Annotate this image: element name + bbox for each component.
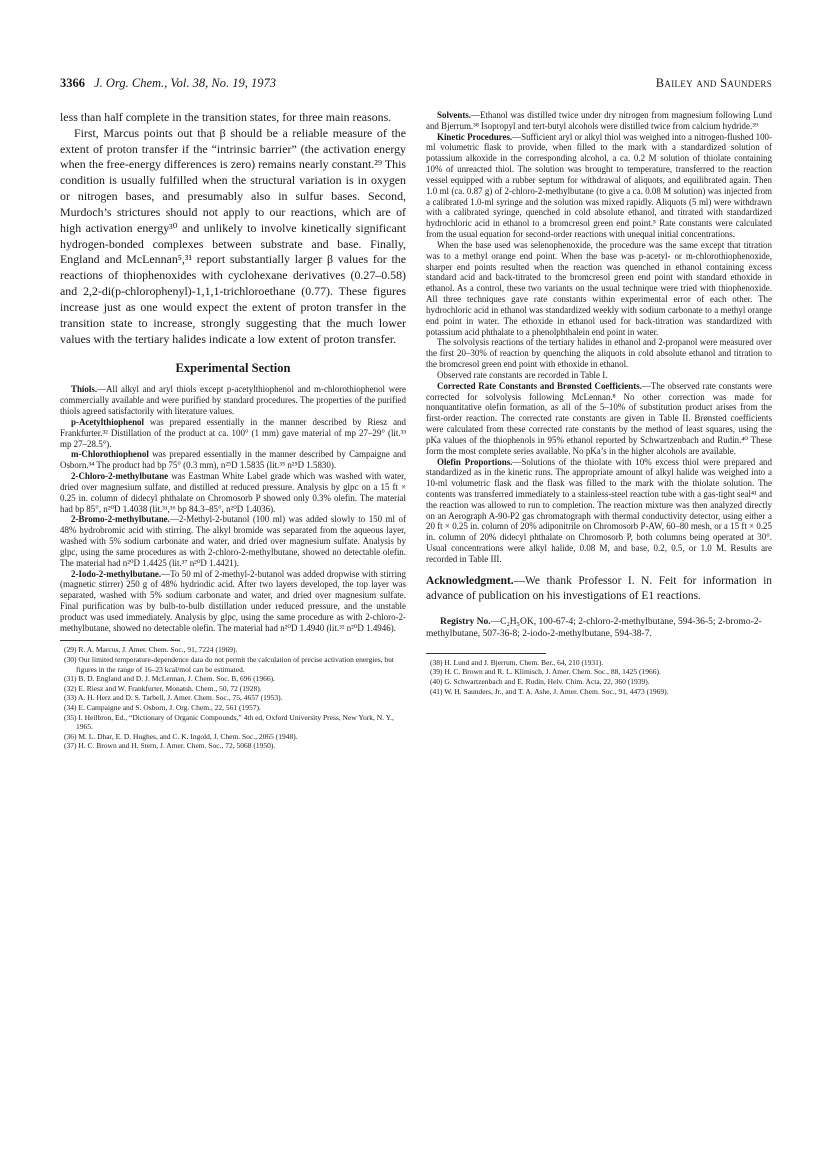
footnotes-right (426, 658, 772, 696)
paragraph-chloro-methylbutane: 2-Chloro-2-methylbutane was Eastman White Label grade which was washed with water, dried over magnesium sulfate, and distilled at reduced pressure. Analysis by glpc on a 15 ft × 0.25 in. column of didecyl phthalate on Chromosorb P showed only 0.3% olefin. The material had bp 85°, n²⁰D 1.4038 (lit.³¹,³⁶ bp 84.3–85°, n²⁰D 1.4036). (60, 471, 406, 514)
footnote: (38) H. Lund and J. Bjerrum, Chem. Ber., 64, 210 (1931). (430, 657, 604, 667)
running-header (60, 76, 772, 94)
footnote: (29) R. A. Marcus, J. Amer. Chem. Soc., 91, 7224 (1969). (64, 645, 238, 655)
section-title: Experimental Section (175, 361, 291, 376)
footnote: (41) W. H. Saunders, Jr., and T. A. Ashe, J. Amer. Chem. Soc., 91, 4473 (1969). (430, 686, 669, 696)
footnote-divider (60, 640, 180, 641)
footnote: (37) H. C. Brown and H. Stern, J. Amer. Chem. Soc., 72, 5068 (1950). (64, 741, 276, 751)
footnote: (35) I. Heilbron, Ed., “Dictionary of Organic Compounds,” 4th ed, Oxford University Press, New York, N. Y., 1965. (64, 712, 394, 732)
subhead-m-chlorothiophenol: m-Chlorothiophenol (71, 449, 149, 460)
paragraph-kinetic-procedures: Kinetic Procedures.—Sufficient aryl or alkyl thiol was weighed into a nitrogen-flushed 100-ml volumetric flask to provide, when filled to the mark with a standardized solution of potassium alkoxide in the corresponding alcohol, a ca. 0.2 M solution of thiolate containing 10% of unreacted thiol. The solution was brought to temperature, transferred to the reaction vessel equipped with a rubber septum for withdrawal of aliquots, and equilibrated again. Then 1.0 ml (ca. 0.87 g) of 2-chloro-2-methylbutane (to give a ca. 0.08 M solution) was injected from a calibrated 1.0-ml syringe and the solution was mixed rapidly. Aliquots (5 ml) were withdrawn with a calibrated syringe, quenched in cold absolute ethanol, and titrated with standardized hydrochloric acid in ethanol to a bromcresol green end point.⁵ Rate constants were calculated from the usual equation for second-order reactions with unequal initial concentrations. (426, 131, 772, 240)
footnote: (30) Our limited temperature-dependence data do not permit the calculation of precise activation energies, but figures in the range of 16–23 kcal/mol can be estimated. (64, 655, 394, 674)
footnote: (31) B. D. England and D. J. McLennan, J. Chem. Soc. B, 696 (1966). (64, 674, 276, 684)
footnote: (39) H. C. Brown and R. L. Klimisch, J. Amer. Chem. Soc., 88, 1425 (1966). (430, 667, 661, 677)
subhead-registry: Registry No. (440, 617, 491, 628)
paragraph-olefin-proportions: Olefin Proportions.—Solutions of the thiolate with 10% excess thiol were prepared and standardized as in the kinetic runs. The appropriate amount of alkyl halide was weighed into a 10-ml volumetric flask and the flask was filled to the mark with the thiolate solution. The contents was transferred immediately to a stainless-steel reaction tube with a gas-tight seal⁴¹ and the reaction was allowed to run to completion. The reaction mixture was then analyzed directly on an Aerograph A-90-P2 gas chromatograph with thermal conductivity detector, using either a 20 ft × 0.25 in. column of 20% adiponitrile on Chromosorb P-AW, 60–80 mesh, or a 15 ft × 0.25 in. column of 20% didecyl phthalate on Chromosorb P, both columns being operated at 30°. Usual concentrations were alkyl halide, 0.08 M, and base, 0.2, 0.5, or 1.0 M. Results are recorded in Table III. (426, 456, 772, 564)
paragraph-solvolysis: The solvolysis reactions of the tertiary halides in ethanol and 2-propanol were measured over the first 20–30% of reaction by quenching the aliquots in cold absolute ethanol and titration to the bromcresol green end point with ethoxide in ethanol. (426, 337, 772, 370)
subhead-iodo-methylbutane: 2-Iodo-2-methylbutane. (71, 568, 162, 579)
running-authors: Bailey and Saunders (655, 76, 772, 90)
subhead-kinetic-procedures: Kinetic Procedures. (437, 131, 513, 142)
paragraph-corrected-rates: Corrected Rate Constants and Brønsted Coefficients.—The observed rate constants were corrected for solvolysis following McLennan.⁸ No other correction was made for nonquantitative olefin formation, as all of the 5–10% of substitution product arises from the first-order reaction. The corrected rate constants are given in Table II. Brønsted coefficients were calculated from these corrected rate constants by the method of least squares, using the pKa values of the thiophenols in 95% ethanol reported by Schwartzenbach and Rudin.⁴⁰ These form the most complete series available. No pKa’s in the higher alcohols are available. (426, 380, 772, 456)
journal-citation: J. Org. Chem., Vol. 38, No. 19, 1973 (94, 76, 276, 90)
acknowledgment: Acknowledgment.—We thank Professor I. N. Feit for information in advance of publication on his investigations of E1 reactions. (426, 574, 772, 602)
subhead-solvents: Solvents. (437, 110, 472, 120)
right-column (426, 110, 772, 696)
subhead-thiols: Thiols. (71, 384, 98, 395)
footnote: (32) E. Riesz and W. Frankfurter, Monatsh. Chem., 50, 72 (1928). (64, 683, 262, 693)
registry-numbers: Registry No.—C₂H₅OK, 100-67-4; 2-chloro-2-methylbutane, 594-36-5; 2-bromo-2-methylbutane, 507-36-8; 2-iodo-2-methylbutane, 594-38-7. (426, 617, 762, 640)
footnote-divider (426, 653, 546, 654)
paragraph-solvents: Solvents.—Ethanol was distilled twice under dry nitrogen from magnesium following Lund and Bjerrum.³⁸ Isopropyl and tert-butyl alcohols were distilled twice from calcium hydride.³⁹ (426, 110, 772, 131)
paragraph-thiols: Thiols.—All alkyl and aryl thiols except p-acetylthiophenol and m-chlorothiophenol were commercially available and were purified by standard procedures. The properties of the purified thiols agreed satisfactorily with literature values. (60, 384, 406, 417)
subhead-corrected-rates: Corrected Rate Constants and Brønsted Coefficients. (437, 380, 642, 391)
left-column (60, 110, 406, 751)
paragraph-p-acetylthiophenol: p-Acetylthiophenol was prepared essentially in the manner described by Riesz and Frankfurter.³² Distillation of the product at ca. 100° (1 mm) gave material of mp 27–29° (lit.³³ mp 27–28.5°). (60, 416, 406, 449)
footnote: (36) M. L. Dhar, E. D. Hughes, and C. K. Ingold, J. Chem. Soc., 2065 (1948). (64, 731, 298, 741)
paragraph-iodo-methylbutane: 2-Iodo-2-methylbutane.—To 50 ml of 2-methyl-2-butanol was added dropwise with stirring (magnetic stirrer) 250 g of 48% hydriodic acid. After two layers developed, the top layer was separated, washed with 5% sodium carbonate and water, and dried over magnesium sulfate. Final purification was by bulb-to-bulb distillation under reduced pressure, and the unstable product was used immediately. Analysis by glpc, using the same procedure as with 2-chloro-2-methylbutane, showed no detectable olefin. The material had n²⁰D 1.4940 (lit.³² n²⁰D 1.4946). (60, 568, 406, 633)
footnote: (40) G. Schwartzenbach and E. Rudin, Helv. Chim. Acta, 22, 360 (1939). (430, 676, 650, 686)
subhead-acknowledgment: Acknowledgment. (426, 574, 514, 587)
paragraph-selenophenoxide: When the base used was selenophenoxide, the procedure was the same except that titration was to a methyl orange end point. When the base was p-acetyl- or m-chlorothiophenoxide, sharper end points resulted when the reaction was quenched in ethanol containing excess standard acid and back-titrated to the bromcresol green end point with standard ethoxide in ethanol. As a control, these two variants on the usual technique were tried with thiophenoxide. All three techniques gave rate constants within experimental error of each other. The hydrochloric acid in ethanol was standardized weekly with sodium carbonate to a methyl orange end point in water. The ethoxide in ethanol used for back-titration was standardized with potassium acid phthalate to a phenolphthalein end point in water. (426, 239, 772, 337)
page-number: 3366 (60, 76, 85, 90)
paragraph-intro: less than half complete in the transition states, for three main reasons. (60, 110, 392, 124)
footnote: (34) E. Campaigne and S. Osborn, J. Org. Chem., 22, 561 (1957). (64, 703, 261, 713)
footnotes-left (60, 645, 406, 751)
subhead-olefin-proportions: Olefin Proportions. (437, 456, 513, 467)
subhead-bromo-methylbutane: 2-Bromo-2-methylbutane. (71, 514, 170, 525)
subhead-p-acetylthiophenol: p-Acetylthiophenol (71, 416, 144, 427)
paragraph-bromo-methylbutane: 2-Bromo-2-methylbutane.—2-Methyl-2-butanol (100 ml) was added slowly to 150 ml of 48% hydrobromic acid with stirring. The alkyl bromide was separated from the aqueous layer, washed with 5% sodium carbonate and water, and dried over magnesium sulfate. Analysis by glpc, using the same procedures as with 2-chloro-2-methylbutane, showed no detectable olefin. The material had n²⁰D 1.4425 (lit.³⁷ n²⁰D 1.4421). (60, 514, 406, 568)
paragraph-m-chlorothiophenol: m-Chlorothiophenol was prepared essentially in the manner described by Campaigne and Osborn.³⁴ The product had bp 75° (0.3 mm), n²⁵D 1.5835 (lit.³⁵ n²⁵D 1.5830). (60, 449, 406, 471)
footnote: (33) A. H. Herz and D. S. Tarbell, J. Amer. Chem. Soc., 75, 4657 (1953). (64, 693, 283, 703)
subhead-chloro-methylbutane: 2-Chloro-2-methylbutane (71, 471, 169, 482)
paragraph-marcus: First, Marcus points out that β should be a reliable measure of the extent of proton transfer if the “intrinsic barrier” (the activation energy when the free-energy differences is zero) remains nearly constant.²⁹ This condition is usually fulfilled when the structural variation is in oxygen or nitrogen bases, and presumably also in sulfur bases. Second, Murdoch’s strictures should not apply to our reactions, which are of high activation energy³⁰ and unlikely to involve kinetically significant hydrogen-bonded complexes between substrate and base. Finally, England and McLennan⁵,³¹ report substantially larger β values for the reactions of thiophenoxides with cyclohexane derivatives (0.27–0.58) and 2,2-di(p-chlorophenyl)-1,1,1-trichloroethane (0.77). These figures increase just as one would expect the extent of proton transfer in the transition state to increase, strongly suggesting that the much lower values with the tertiary halides indicate a low extent of proton transfer. (60, 125, 406, 346)
paragraph-observed-rates: Observed rate constants are recorded in Table I. (437, 369, 608, 380)
